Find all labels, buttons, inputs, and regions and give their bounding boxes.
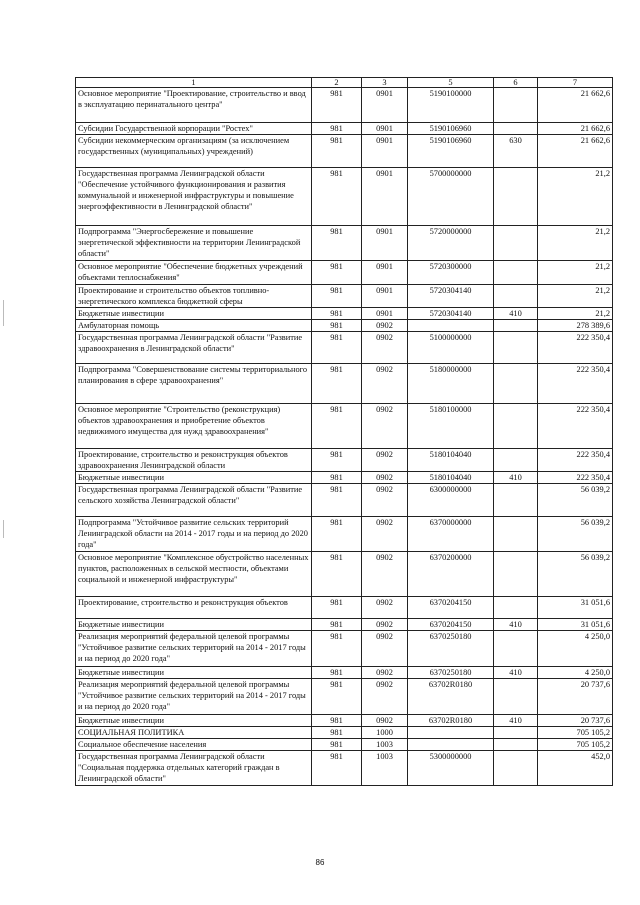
cell-grbs: 981 xyxy=(312,727,362,739)
cell-name: СОЦИАЛЬНАЯ ПОЛИТИКА xyxy=(76,727,312,739)
cell-sum: 31 051,6 xyxy=(538,597,613,619)
table-row xyxy=(76,168,613,226)
cell-grbs: 981 xyxy=(312,751,362,786)
cell-sum: 21,2 xyxy=(538,308,613,320)
cell-grbs: 981 xyxy=(312,308,362,320)
cell-vr: 410 xyxy=(494,667,538,679)
cell-section: 0902 xyxy=(362,631,408,667)
cell-section: 0901 xyxy=(362,88,408,123)
cell-vr xyxy=(494,484,538,517)
header-col-1: 1 xyxy=(76,78,312,88)
table-row xyxy=(76,88,613,123)
cell-vr: 410 xyxy=(494,715,538,727)
cell-vr: 410 xyxy=(494,308,538,320)
cell-grbs: 981 xyxy=(312,484,362,517)
cell-grbs: 981 xyxy=(312,123,362,135)
table-row xyxy=(76,727,613,739)
cell-section: 0902 xyxy=(362,332,408,364)
cell-vr xyxy=(494,739,538,751)
cell-target: 6300000000 xyxy=(408,484,494,517)
cell-sum: 21,2 xyxy=(538,226,613,261)
cell-vr xyxy=(494,597,538,619)
cell-grbs: 981 xyxy=(312,517,362,552)
header-col-3: 3 xyxy=(362,78,408,88)
cell-grbs: 981 xyxy=(312,226,362,261)
cell-sum: 21,2 xyxy=(538,285,613,308)
cell-section: 0902 xyxy=(362,597,408,619)
cell-target: 5700000000 xyxy=(408,168,494,226)
cell-section: 0902 xyxy=(362,715,408,727)
page-left-edge xyxy=(0,0,6,905)
cell-section: 0902 xyxy=(362,679,408,715)
cell-sum: 222 350,4 xyxy=(538,472,613,484)
cell-name: Бюджетные инвестиции xyxy=(76,619,312,631)
header-col-6: 6 xyxy=(494,78,538,88)
cell-sum: 705 105,2 xyxy=(538,739,613,751)
cell-vr xyxy=(494,88,538,123)
table-row xyxy=(76,135,613,168)
cell-name: Основное мероприятие "Комплексное обустройство населенных пунктов, расположенных в сельской местности, объектами социальной и инженерной инфраструктуры" xyxy=(76,552,312,597)
cell-section: 0901 xyxy=(362,285,408,308)
table-row xyxy=(76,320,613,332)
cell-vr: 410 xyxy=(494,619,538,631)
cell-name: Социальное обеспечение населения xyxy=(76,739,312,751)
cell-name: Подпрограмма "Устойчивое развитие сельских территорий Ленинградской области на 2014 - 2017 годы и на период до 2020 года" xyxy=(76,517,312,552)
cell-name: Государственная программа Ленинградской области "Развитие здравоохранения в Ленинградской области" xyxy=(76,332,312,364)
table-body xyxy=(76,88,613,786)
cell-name: Реализация мероприятий федеральной целевой программы "Устойчивое развитие сельских территорий на 2014 - 2017 годы и на период до 2020 года" xyxy=(76,631,312,667)
cell-vr xyxy=(494,226,538,261)
cell-section: 0901 xyxy=(362,261,408,285)
table-row xyxy=(76,285,613,308)
cell-vr xyxy=(494,261,538,285)
cell-target: 5720300000 xyxy=(408,261,494,285)
header-row xyxy=(76,78,613,88)
cell-target: 5190106960 xyxy=(408,135,494,168)
cell-sum: 21,2 xyxy=(538,168,613,226)
cell-name: Государственная программа Ленинградской области "Развитие сельского хозяйства Ленинградской области" xyxy=(76,484,312,517)
cell-vr xyxy=(494,285,538,308)
cell-target: 5190106960 xyxy=(408,123,494,135)
cell-section: 0901 xyxy=(362,123,408,135)
cell-name: Подпрограмма "Энергосбережение и повышение энергетической эффективности на территории Ленинградской области" xyxy=(76,226,312,261)
cell-name: Бюджетные инвестиции xyxy=(76,667,312,679)
cell-name: Субсидии Государственной корпорации "Ростех" xyxy=(76,123,312,135)
cell-target: 5720000000 xyxy=(408,226,494,261)
cell-sum: 452,0 xyxy=(538,751,613,786)
table-row xyxy=(76,484,613,517)
table-row xyxy=(76,449,613,472)
cell-vr xyxy=(494,727,538,739)
cell-target: 5720304140 xyxy=(408,308,494,320)
cell-name: Основное мероприятие "Строительство (реконструкция) объектов здравоохранения и приобретение объектов недвижимого имущества для нужд здравоохранения" xyxy=(76,404,312,449)
cell-sum: 21 662,6 xyxy=(538,123,613,135)
cell-sum: 705 105,2 xyxy=(538,727,613,739)
page-number: 86 xyxy=(315,858,325,867)
table-row xyxy=(76,404,613,449)
table-row xyxy=(76,332,613,364)
cell-vr xyxy=(494,751,538,786)
cell-sum: 278 389,6 xyxy=(538,320,613,332)
cell-target: 5180100000 xyxy=(408,404,494,449)
cell-target: 5190100000 xyxy=(408,88,494,123)
cell-sum: 21 662,6 xyxy=(538,135,613,168)
cell-sum: 4 250,0 xyxy=(538,667,613,679)
cell-section: 0902 xyxy=(362,552,408,597)
cell-grbs: 981 xyxy=(312,552,362,597)
scan-mark xyxy=(3,300,4,326)
table-row xyxy=(76,667,613,679)
cell-target xyxy=(408,320,494,332)
cell-section: 0901 xyxy=(362,135,408,168)
cell-sum: 222 350,4 xyxy=(538,449,613,472)
cell-name: Государственная программа Ленинградской области "Обеспечение устойчивого функционирования и развития коммунальной и инженерной инфраструктуры и повышение энергоэффективности в Ленинградской области" xyxy=(76,168,312,226)
cell-sum: 56 039,2 xyxy=(538,552,613,597)
table-row xyxy=(76,751,613,786)
cell-name: Бюджетные инвестиции xyxy=(76,472,312,484)
budget-table xyxy=(75,77,613,786)
cell-grbs: 981 xyxy=(312,739,362,751)
cell-section: 0902 xyxy=(362,320,408,332)
cell-target: 5300000000 xyxy=(408,751,494,786)
cell-target: 63702R0180 xyxy=(408,679,494,715)
cell-vr xyxy=(494,123,538,135)
cell-grbs: 981 xyxy=(312,88,362,123)
cell-grbs: 981 xyxy=(312,404,362,449)
cell-name: Бюджетные инвестиции xyxy=(76,715,312,727)
header-col-2: 2 xyxy=(312,78,362,88)
cell-section: 1003 xyxy=(362,751,408,786)
cell-section: 0902 xyxy=(362,619,408,631)
table-row xyxy=(76,679,613,715)
cell-section: 0902 xyxy=(362,404,408,449)
cell-grbs: 981 xyxy=(312,364,362,404)
cell-name: Проектирование, строительство и реконструкция объектов здравоохранения Ленинградской области xyxy=(76,449,312,472)
cell-target: 5180104040 xyxy=(408,472,494,484)
cell-target: 6370250180 xyxy=(408,631,494,667)
cell-vr xyxy=(494,679,538,715)
cell-section: 0901 xyxy=(362,168,408,226)
cell-vr: 410 xyxy=(494,472,538,484)
cell-name: Реализация мероприятий федеральной целевой программы "Устойчивое развитие сельских территорий на 2014 - 2017 годы и на период до 2020 года" xyxy=(76,679,312,715)
cell-section: 1003 xyxy=(362,739,408,751)
table-row xyxy=(76,619,613,631)
table-row xyxy=(76,261,613,285)
cell-target: 6370204150 xyxy=(408,597,494,619)
cell-name: Амбулаторная помощь xyxy=(76,320,312,332)
cell-sum: 222 350,4 xyxy=(538,332,613,364)
cell-name: Основное мероприятие "Проектирование, строительство и ввод в эксплуатацию перинатального центра" xyxy=(76,88,312,123)
table-row xyxy=(76,226,613,261)
cell-grbs: 981 xyxy=(312,679,362,715)
cell-section: 0901 xyxy=(362,308,408,320)
cell-name: Бюджетные инвестиции xyxy=(76,308,312,320)
cell-vr xyxy=(494,517,538,552)
cell-vr xyxy=(494,552,538,597)
cell-grbs: 981 xyxy=(312,135,362,168)
table-row xyxy=(76,517,613,552)
cell-section: 0902 xyxy=(362,472,408,484)
table-row xyxy=(76,715,613,727)
cell-vr xyxy=(494,168,538,226)
cell-section: 0902 xyxy=(362,449,408,472)
cell-sum: 56 039,2 xyxy=(538,484,613,517)
cell-sum: 21 662,6 xyxy=(538,88,613,123)
cell-grbs: 981 xyxy=(312,320,362,332)
cell-target: 5720304140 xyxy=(408,285,494,308)
table-row xyxy=(76,552,613,597)
table-row xyxy=(76,739,613,751)
cell-grbs: 981 xyxy=(312,285,362,308)
table-row xyxy=(76,631,613,667)
cell-name: Субсидии некоммерческим организациям (за исключением государственных (муниципальных) учреждений) xyxy=(76,135,312,168)
cell-sum: 222 350,4 xyxy=(538,364,613,404)
cell-vr xyxy=(494,631,538,667)
cell-grbs: 981 xyxy=(312,619,362,631)
cell-sum: 20 737,6 xyxy=(538,679,613,715)
cell-section: 1000 xyxy=(362,727,408,739)
cell-target xyxy=(408,727,494,739)
cell-grbs: 981 xyxy=(312,168,362,226)
cell-target: 63702R0180 xyxy=(408,715,494,727)
cell-grbs: 981 xyxy=(312,472,362,484)
cell-name: Основное мероприятие "Обеспечение бюджетных учреждений объектами теплоснабжения" xyxy=(76,261,312,285)
cell-grbs: 981 xyxy=(312,261,362,285)
cell-target: 6370200000 xyxy=(408,552,494,597)
cell-target: 5100000000 xyxy=(408,332,494,364)
cell-target: 6370250180 xyxy=(408,667,494,679)
cell-target: 6370000000 xyxy=(408,517,494,552)
cell-grbs: 981 xyxy=(312,597,362,619)
cell-grbs: 981 xyxy=(312,667,362,679)
cell-name: Проектирование, строительство и реконструкция объектов xyxy=(76,597,312,619)
table-row xyxy=(76,364,613,404)
cell-section: 0901 xyxy=(362,226,408,261)
cell-grbs: 981 xyxy=(312,332,362,364)
cell-sum: 56 039,2 xyxy=(538,517,613,552)
cell-sum: 21,2 xyxy=(538,261,613,285)
cell-sum: 222 350,4 xyxy=(538,404,613,449)
cell-target: 5180104040 xyxy=(408,449,494,472)
cell-name: Подпрограмма "Совершенствование системы территориального планирования в сфере здравоохранения" xyxy=(76,364,312,404)
cell-sum: 20 737,6 xyxy=(538,715,613,727)
cell-grbs: 981 xyxy=(312,449,362,472)
cell-sum: 4 250,0 xyxy=(538,631,613,667)
cell-vr xyxy=(494,332,538,364)
cell-name: Государственная программа Ленинградской области "Социальная поддержка отдельных категорий граждан в Ленинградской области" xyxy=(76,751,312,786)
cell-target: 5180000000 xyxy=(408,364,494,404)
cell-vr xyxy=(494,320,538,332)
cell-section: 0902 xyxy=(362,667,408,679)
cell-name: Проектирование и строительство объектов топливно-энергетического комплекса бюджетной сферы xyxy=(76,285,312,308)
cell-vr xyxy=(494,364,538,404)
header-col-5: 5 xyxy=(408,78,494,88)
cell-grbs: 981 xyxy=(312,631,362,667)
cell-grbs: 981 xyxy=(312,715,362,727)
cell-section: 0902 xyxy=(362,517,408,552)
cell-vr: 630 xyxy=(494,135,538,168)
cell-vr xyxy=(494,449,538,472)
scan-mark xyxy=(3,520,4,538)
table-row xyxy=(76,308,613,320)
table-row xyxy=(76,472,613,484)
table-header xyxy=(76,78,613,88)
cell-target xyxy=(408,739,494,751)
cell-sum: 31 051,6 xyxy=(538,619,613,631)
cell-target: 6370204150 xyxy=(408,619,494,631)
table-row xyxy=(76,597,613,619)
cell-section: 0902 xyxy=(362,364,408,404)
header-col-7: 7 xyxy=(538,78,613,88)
cell-section: 0902 xyxy=(362,484,408,517)
cell-vr xyxy=(494,404,538,449)
table-row xyxy=(76,123,613,135)
